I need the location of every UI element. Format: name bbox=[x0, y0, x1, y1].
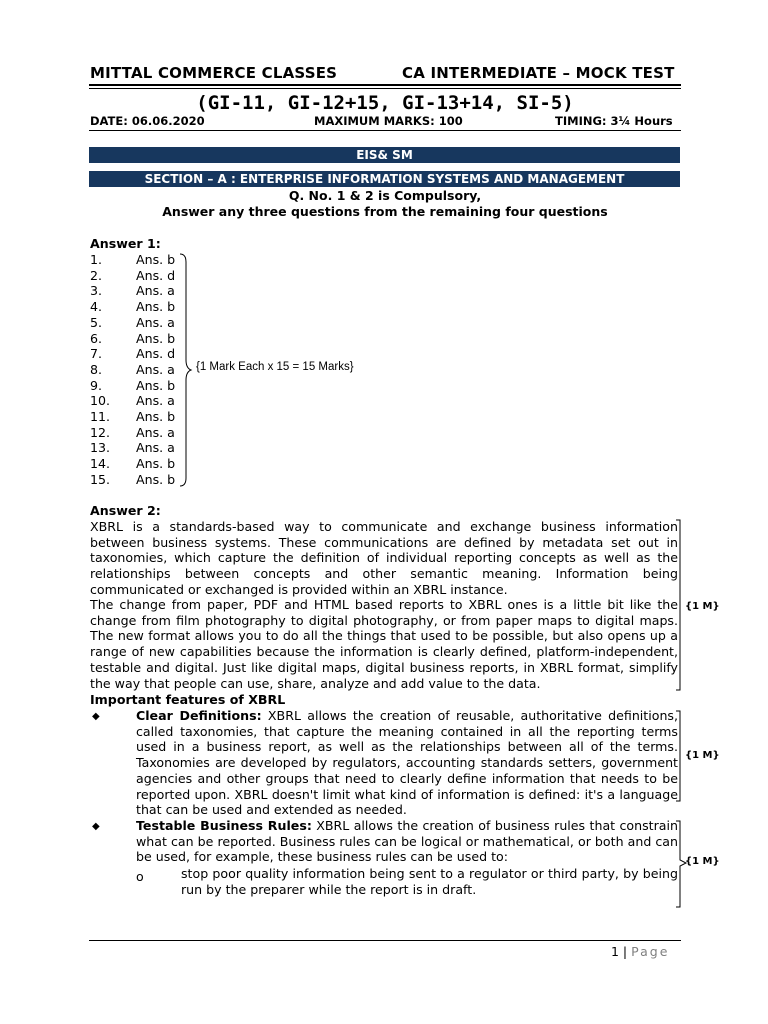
bullet-diamond-icon: ◆ bbox=[92, 711, 100, 722]
feature2-mark: {1 M} bbox=[685, 856, 720, 867]
exam-timing: TIMING: 3¼ Hours bbox=[555, 114, 673, 128]
answer1-item-answer: Ans. a bbox=[136, 283, 175, 299]
answer2-para-1: XBRL is a standards-based way to communicate and exchange business information between business systems. These communications are defined by metadata set out in taxonomies, which capture the definition of individual reporting concepts as well as the relationships between concepts and other semantic meaning. Information being communicated or exchanged is provided within an XBRL instance. bbox=[90, 519, 678, 597]
bullet-diamond-icon: ◆ bbox=[92, 821, 100, 832]
answer1-heading: Answer 1: bbox=[90, 236, 161, 251]
page-footer bbox=[611, 944, 669, 959]
para-bracket bbox=[676, 519, 684, 691]
answer1-item-number: 4. bbox=[90, 299, 103, 315]
answer1-item-number: 12. bbox=[90, 424, 111, 440]
feature1-body: XBRL allows the creation of reusable, authoritative definitions, called taxonomies, that capture the meaning contained in all the reporting terms used in a business report, as well as the relationships between all of the terms. Taxonomies are developed by regulators, accounting standards setters, government agencies and other groups that need to clearly define information that needs to be reported upon. XBRL doesn't limit what kind of information is defined: it's a language that can be used and extended as needed. bbox=[136, 708, 678, 818]
answer1-item-number: 6. bbox=[90, 330, 103, 346]
answer1-item-number: 14. bbox=[90, 456, 111, 472]
answer1-item-answer: Ans. a bbox=[136, 314, 175, 330]
answer2-para-2: The change from paper, PDF and HTML based reports to XBRL ones is a little bit like the change from film photography to digital photography, or from paper maps to digital maps. The new format allows you to do all the things that used to be possible, but also opens up a range of new capabilities because the information is clearly defined, platform-independent, testable and digital. Just like digital maps, digital business reports, in XBRL format, simplify the way that people can use, share, analyze and add value to the data. bbox=[90, 597, 678, 691]
answer1-item-answer: Ans. a bbox=[136, 361, 175, 377]
page-number: 1 bbox=[611, 944, 619, 959]
institute-name: MITTAL COMMERCE CLASSES bbox=[90, 64, 338, 82]
answer1-item-answer: Ans. b bbox=[136, 377, 176, 393]
answer1-item-number: 9. bbox=[90, 377, 103, 393]
feature1-title: Clear Definitions: bbox=[136, 708, 262, 723]
answer1-item-number: 3. bbox=[90, 283, 103, 299]
answer1-item-number: 15. bbox=[90, 471, 111, 487]
answer1-item-answer: Ans. a bbox=[136, 424, 175, 440]
feature-clear-definitions bbox=[136, 708, 678, 818]
sub-bullet-text: stop poor quality information being sent to a regulator or third party, by being run by the preparer while the report is in draft. bbox=[181, 866, 678, 897]
instruction-line-1: Q. No. 1 & 2 is Compulsory, bbox=[288, 188, 482, 203]
max-marks: MAXIMUM MARKS: 100 bbox=[314, 114, 463, 128]
feature-testable-rules bbox=[136, 818, 678, 865]
answer1-item-number: 11. bbox=[90, 409, 111, 424]
feature2-title: Testable Business Rules: bbox=[136, 818, 312, 833]
answer1-item-answer: Ans. d bbox=[136, 346, 176, 362]
answer1-item-answer: Ans. b bbox=[136, 252, 176, 267]
instruction-line-2: Answer any three questions from the remaining four questions bbox=[162, 204, 608, 219]
answer1-item-number: 2. bbox=[90, 267, 103, 283]
answer1-item-answer: Ans. a bbox=[136, 440, 175, 456]
exam-title: CA INTERMEDIATE – MOCK TEST bbox=[402, 64, 675, 82]
header-rule-top bbox=[89, 84, 681, 86]
answer1-item-number: 13. bbox=[90, 440, 111, 456]
answer1-item-answer: Ans. b bbox=[136, 299, 176, 315]
section-bar: SECTION – A : ENTERPRISE INFORMATION SYSTEMS AND MANAGEMENT bbox=[89, 171, 680, 187]
feature2-body: XBRL allows the creation of business rules that constrain what can be reported. Business rules can be logical or mathematical, or both and can be used, for example, these business rules can be used to: bbox=[136, 818, 678, 865]
answer1-item-number: 8. bbox=[90, 361, 103, 377]
answer1-marks-note: {1 Mark Each x 15 = 15 Marks} bbox=[196, 361, 354, 373]
answer1-item-answer: Ans. d bbox=[136, 267, 176, 283]
answer1-item-number: 5. bbox=[90, 314, 103, 330]
feature1-bracket bbox=[676, 710, 684, 802]
groups-title: (GI-11, GI-12+15, GI-13+14, SI-5) bbox=[196, 92, 574, 114]
subject-bar: EIS& SM bbox=[89, 147, 680, 163]
answer1-item-number: 7. bbox=[90, 346, 103, 362]
answer1-item-answer: Ans. b bbox=[136, 330, 176, 346]
features-heading: Important features of XBRL bbox=[90, 692, 286, 707]
answer1-item-number: 1. bbox=[90, 252, 103, 267]
answer1-item-number: 10. bbox=[90, 393, 111, 409]
sub-bullet-circle-icon: o bbox=[136, 869, 144, 884]
footer-rule bbox=[89, 940, 681, 941]
page-word: Page bbox=[631, 944, 670, 959]
page-separator: | bbox=[618, 944, 632, 959]
feature1-mark: {1 M} bbox=[685, 750, 720, 761]
answer1-item-answer: Ans. b bbox=[136, 456, 176, 472]
answer2-heading: Answer 2: bbox=[90, 503, 161, 518]
answer1-item-answer: Ans. b bbox=[136, 409, 176, 424]
para-mark: {1 M} bbox=[685, 601, 720, 612]
answer1-item-answer: Ans. b bbox=[136, 471, 176, 487]
answer1-item-answer: Ans. a bbox=[136, 393, 175, 409]
answer1-brace bbox=[178, 252, 192, 488]
header-rule-top-thin bbox=[89, 88, 681, 89]
exam-date: DATE: 06.06.2020 bbox=[90, 114, 205, 128]
header-rule-bottom bbox=[89, 130, 681, 131]
